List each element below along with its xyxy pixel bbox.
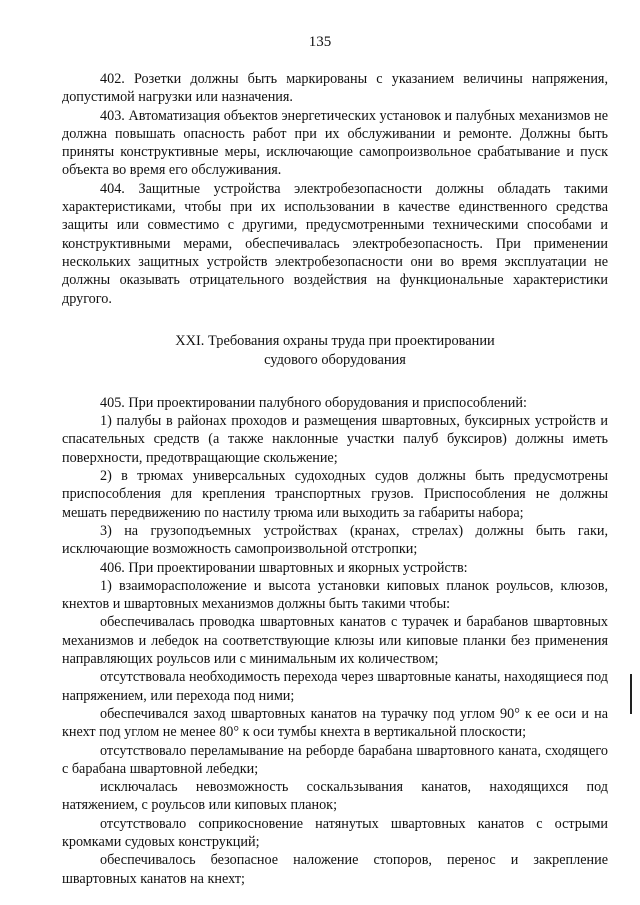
section-heading-line1: XXI. Требования охраны труда при проектировании — [175, 332, 495, 349]
paragraph-406-sub-5: исключалась невозможность соскальзывания канатов, находящихся под натяжением, с роульсов или киповых планок; — [62, 779, 608, 814]
paragraph-406: 406. При проектировании швартовных и якорных устройств: — [100, 559, 468, 576]
paragraph-406-item-1: 1) взаиморасположение и высота установки киповых планок роульсов, клюзов, кнехтов и швартовных механизмов должны быть такими чтобы: — [62, 577, 608, 613]
paragraph-406-sub-2: отсутствовала необходимость перехода через швартовные канаты, находящиеся под напряжением, или перехода под ними; — [62, 669, 608, 704]
document-body — [62, 70, 608, 888]
paragraph-405-item-1: 1) палубы в районах проходов и размещения швартовных, буксирных устройств и спасательных средств (а также наклонные участки палуб буксиров) должны иметь поверхности, предотвращающие скольжение; — [62, 413, 608, 466]
paragraph-405: 405. При проектировании палубного оборудования и приспособлений: — [100, 394, 527, 411]
margin-scan-mark — [630, 674, 632, 714]
page-number: 135 — [308, 34, 332, 50]
paragraph-405-item-3: 3) на грузоподъемных устройствах (кранах, стрелах) должны быть гаки, исключающие возможность самопроизвольной отстропки; — [62, 522, 608, 558]
paragraph-402: 402. Розетки должны быть маркированы с указанием величины напряжения, допустимой нагрузки или назначения. — [62, 71, 608, 106]
paragraph-405-item-2: 2) в трюмах универсальных судоходных судов должны быть предусмотрены приспособления для крепления транспортных грузов. Приспособления не должны мешать передвижению по настилу трюма или выходить за габариты набора; — [62, 468, 608, 521]
paragraph-406-sub-7: обеспечивалось безопасное наложение стопоров, перенос и закрепление швартовных канатов на кнехт; — [62, 852, 608, 887]
paragraph-406-sub-6: отсутствовало соприкосновение натянутых швартовных канатов с острыми кромками судовых конструкций; — [62, 815, 608, 850]
paragraph-406-sub-1: обеспечивалась проводка швартовных канатов с турачек и барабанов швартовных механизмов и лебедок на соответствующие клюзы или киповые планки без применения направляющих роульсов или с минимальным их количеством; — [62, 614, 608, 668]
paragraph-406-sub-3: обеспечивался заход швартовных канатов на турачку под углом 90° к ее оси и на кнехт под углом не менее 80° к оси тумбы кнехта в вертикальной плоскости; — [62, 705, 608, 741]
paragraph-404: 404. Защитные устройства электробезопасности должны обладать такими характеристиками, чтобы при их использовании в качестве единственного средства защиты или совместимо с другими, предусмотренными техническими способами и конструктивными мерами, обеспечивалась электробезопасность. При применении нескольких защитных устройств электробезопасности они во время эксплуатации не должны оказывать отрицательного воздействия на функциональные характеристики другого. — [62, 180, 608, 307]
section-heading-line2: судового оборудования — [264, 351, 406, 368]
section-heading — [62, 332, 608, 370]
paragraph-403: 403. Автоматизация объектов энергетических установок и палубных механизмов не должна повышать опасность работ при их обслуживании и ремонте. Должны быть приняты конструктивные меры, исключающие самопроизвольное срабатывание и пуск объекта во время его обслуживания. — [62, 107, 608, 179]
paragraph-406-sub-4: отсутствовало переламывание на реборде барабана швартовного каната, сходящего с барабана швартовной лебедки; — [62, 742, 608, 777]
